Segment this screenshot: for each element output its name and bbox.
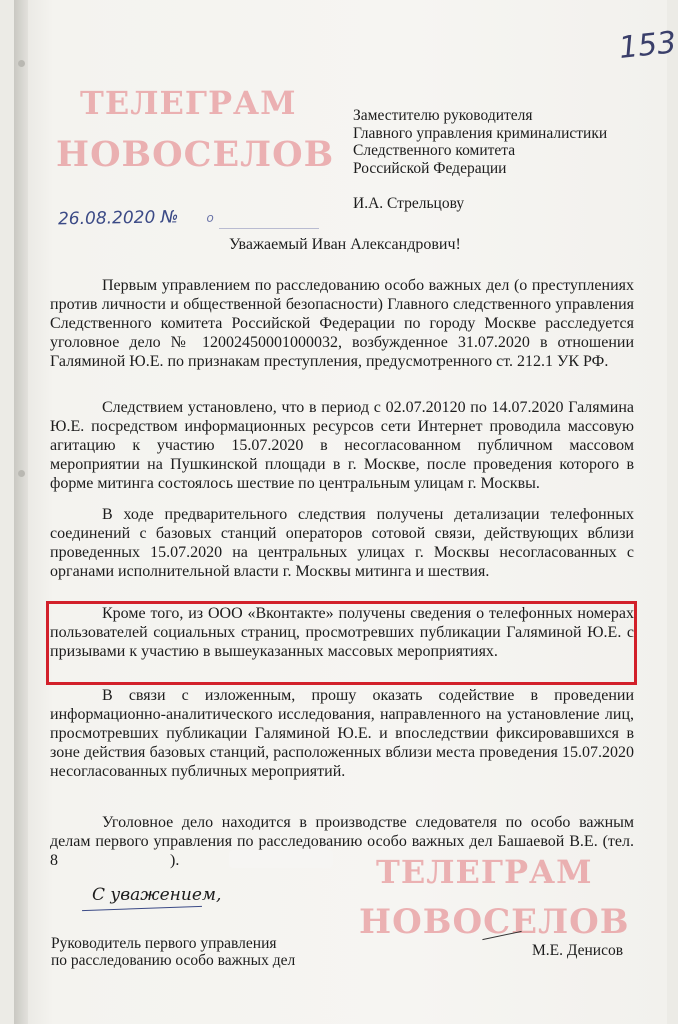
watermark-bottom-line1: ТЕЛЕГРАМ <box>376 853 593 891</box>
paragraph-1: Первым управлением по расследованию особо важных дел (о преступлениях против личности и общественной безопасности) Главного следственного управления Следственного комитета Российской Федерации по городу Москве расследуется уголовное дело № 12002450001000032, возбужденное 31.07.2020 в отношении Галяминой Ю.Е. по признакам преступления, предусмотренного ст. 212.1 УК РФ. <box>50 277 634 370</box>
paragraph-5: В связи с изложенным, прошу оказать содействие в проведении информационно-аналитического исследования, направленного на установление лиц, просмотревших публикации Галяминой Ю.Е. и впоследствии фиксировавшихся в зоне действия базовых станций, расположенных вблизи места проведения 15.07.2020 несогласованных публичных мероприятий. <box>50 687 634 780</box>
signer-title-line: по расследованию особо важных дел <box>51 952 296 969</box>
addressee-name: И.А. Стрельцову <box>353 195 465 212</box>
handwritten-date-text: 26.08.2020 № <box>57 207 179 230</box>
watermark-bottom-line2: НОВОСЕЛОВ <box>359 902 630 942</box>
handwritten-date <box>58 207 214 230</box>
handwritten-page-number: 153 <box>617 25 678 66</box>
redacted-number-line <box>219 228 319 229</box>
punch-hole <box>18 60 25 67</box>
addressee-line: Российской Федерации <box>353 159 507 177</box>
document-page <box>14 0 678 1024</box>
addressee-line: Главного управления криминалистики <box>353 124 608 142</box>
signer-title <box>51 935 295 969</box>
signer-title-line: Руководитель первого управления <box>51 935 277 952</box>
closing: С уважением, <box>92 885 222 905</box>
redacted-phone <box>229 850 333 868</box>
watermark-top-line2: НОВОСЕЛОВ <box>56 134 335 175</box>
addressee-line: Следственного комитета <box>353 142 516 159</box>
binding-edge <box>14 0 28 1024</box>
watermark-top-line1: ТЕЛЕГРАМ <box>80 84 297 122</box>
paragraph-2: Следствием установлено, что в период с 02.07.20120 по 14.07.2020 Галямина Ю.Е. посредством информационных ресурсов сети Интернет проводила массовую агитацию к участию 15.07.2020 в несогласованном публичном массовом мероприятии на Пушкинской площади в г. Москве, после проведения которого в форме митинга состоялось шествие по центральным улицам г. Москвы. <box>50 399 634 492</box>
paragraph-3: В ходе предварительного следствия получены детализации телефонных соединений с базовых станций операторов сотовой связи, действующих вблизи проведенных 15.07.2020 на центральных улицах г. Москвы несогласованных с органами исполнительной власти г. Москвы митинга и шествия. <box>50 506 634 580</box>
paragraph-6-text: Уголовное дело находится в производстве следователя по особо важным делам первого управления по расследованию особо важных дел Башаевой В.Е. (тел. 8 <box>50 814 634 869</box>
addressee-line: Заместителю руководителя <box>353 107 533 124</box>
addressee-block <box>353 107 607 213</box>
handwritten-underline <box>82 906 202 911</box>
highlight-box <box>46 601 637 685</box>
handwritten-date-tail: о <box>206 210 214 225</box>
signer-name: М.Е. Денисов <box>532 942 624 959</box>
punch-hole <box>18 470 25 477</box>
paragraph-4-highlighted: Кроме того, из ООО «Вконтакте» получены сведения о телефонных номерах пользователей социальных страниц, просмотревших публикации Галяминой Ю.Е. с призывами к участию в вышеуказанных массовых мероприятиях. <box>50 605 634 660</box>
salutation: Уважаемый Иван Александрович! <box>229 236 461 253</box>
paragraph-6-tail: ). <box>170 852 180 869</box>
